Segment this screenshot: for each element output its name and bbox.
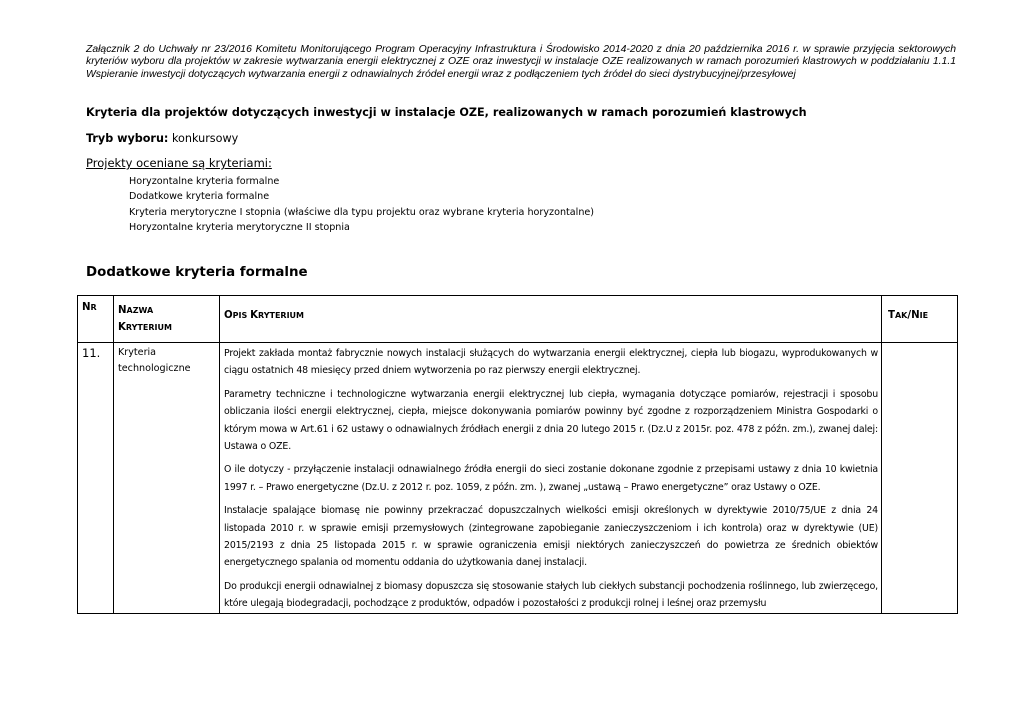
main-heading: Kryteria dla projektów dotyczących inwestycji w instalacje OZE, realizowanych w ramach porozumień klastrowych [86,106,807,119]
header-nr: NR [78,296,114,343]
row-yes-no [882,343,958,614]
criteria-intro-label: Projekty oceniane są kryteriami [86,156,268,170]
header-criterion-name: NAZWA KRYTERIUM [114,296,220,343]
criteria-list-item: Horyzontalne kryteria merytoryczne II stopnia [129,221,350,233]
row-criterion-name: Kryteria technologiczne [114,343,220,614]
section-title: Dodatkowe kryteria formalne [86,265,308,280]
criteria-list-item: Kryteria merytoryczne I stopnia (właściwe dla typu projektu oraz wybrane kryteria horyzontalne) [129,206,595,218]
selection-mode [86,132,238,145]
description-paragraph: Do produkcji energii odnawialnej z biomasy dopuszcza się stosowanie stałych lub ciekłych substancji pochodzenia roślinnego, lub zwierzęcego, które ulegają biodegradacji, pochodzące z produktów, odpadów i pozostałości z produkcji rolnej i leśnej oraz przemysłu [224,580,878,610]
criteria-intro-colon: : [267,156,272,170]
criteria-intro [86,156,272,170]
row-number: 11. [78,343,114,614]
document-page [82,44,958,610]
annex-header-note: Załącznik 2 do Uchwały nr 23/2016 Komitetu Monitorującego Program Operacyjny Infrastruktura i Środowisko 2014-2020 z dnia 20 października 2016 r. w sprawie przyjęcia sektorowych kryteriów wyboru dla projektów w zakresie wytwarzania energii elektrycznej z OZE oraz inwestycji w instalacje OZE realizowanych w ramach porozumień klastrowych w poddziałaniu 1.1.1 Wspieranie inwestycji dotyczących wytwarzania energii z odnawialnych źródeł energii wraz z podłączeniem tych źródeł do sieci dystrybucyjnej/przesyłowej [86,44,956,80]
selection-mode-value: konkursowy [168,132,239,145]
description-paragraph: Parametry techniczne i technologiczne wytwarzania energii elektrycznej lub ciepła, wymagania dotyczące pomiarów, rejestracji i sposobu obliczania ilości energii elektrycznej, ciepła, miejsce dokonywania pomiarów powinny być zgodne z rozporządzeniem Ministra Gospodarki o którym mowa w Art.61 i 62 ustawy o odnawialnych źródłach energii z dnia 20 lutego 2015 r. (Dz.U z 2015r. poz. 478 z późn. zm.), zwanej dalej: Ustawa o OZE. [224,388,878,453]
description-paragraph: Projekt zakłada montaż fabrycznie nowych instalacji służących do wytwarzania energii elektrycznej, ciepła lub biogazu, wyprodukowanych w ciągu ostatnich 48 miesięcy przed dniem wytworzenia po raz pierwszy energii elektrycznej. [224,348,878,377]
header-yes-no: TAK/NIE [882,296,958,343]
criteria-list-item: Horyzontalne kryteria formalne [129,176,280,187]
table-header-row [78,296,958,343]
criteria-list [129,174,594,235]
description-paragraph: O ile dotyczy - przyłączenie instalacji odnawialnego źródła energii do sieci zostanie dokonane zgodnie z przepisami ustawy z dnia 10 kwietnia 1997 r. – Prawo energetyczne (Dz.U. z 2012 r. poz. 1059, z późn. zm. ), zwanej „ustawą – Prawo energetyczne” oraz Ustawy o OZE. [224,464,878,493]
criteria-list-item: Dodatkowe kryteria formalne [129,191,270,203]
criteria-table [77,295,958,614]
row-criterion-description [220,343,882,614]
description-paragraph: Instalacje spalające biomasę nie powinny przekraczać dopuszczalnych wielkości emisji określonych w dyrektywie 2010/75/UE z dnia 24 listopada 2010 r. w sprawie emisji przemysłowych (zintegrowane zapobieganie zanieczyszczeniom i ich kontrola) oraz w dyrektywie (UE) 2015/2193 z dnia 25 listopada 2015 r. w sprawie ograniczenia emisji niektórych zanieczyszczeń do powietrza ze średnich obiektów energetycznego spalania od momentu oddania do użytkowania danej instalacji. [224,505,878,569]
header-criterion-description: OPIS KRYTERIUM [220,296,882,343]
table-row [78,343,958,614]
selection-mode-label: Tryb wyboru: [86,132,169,145]
